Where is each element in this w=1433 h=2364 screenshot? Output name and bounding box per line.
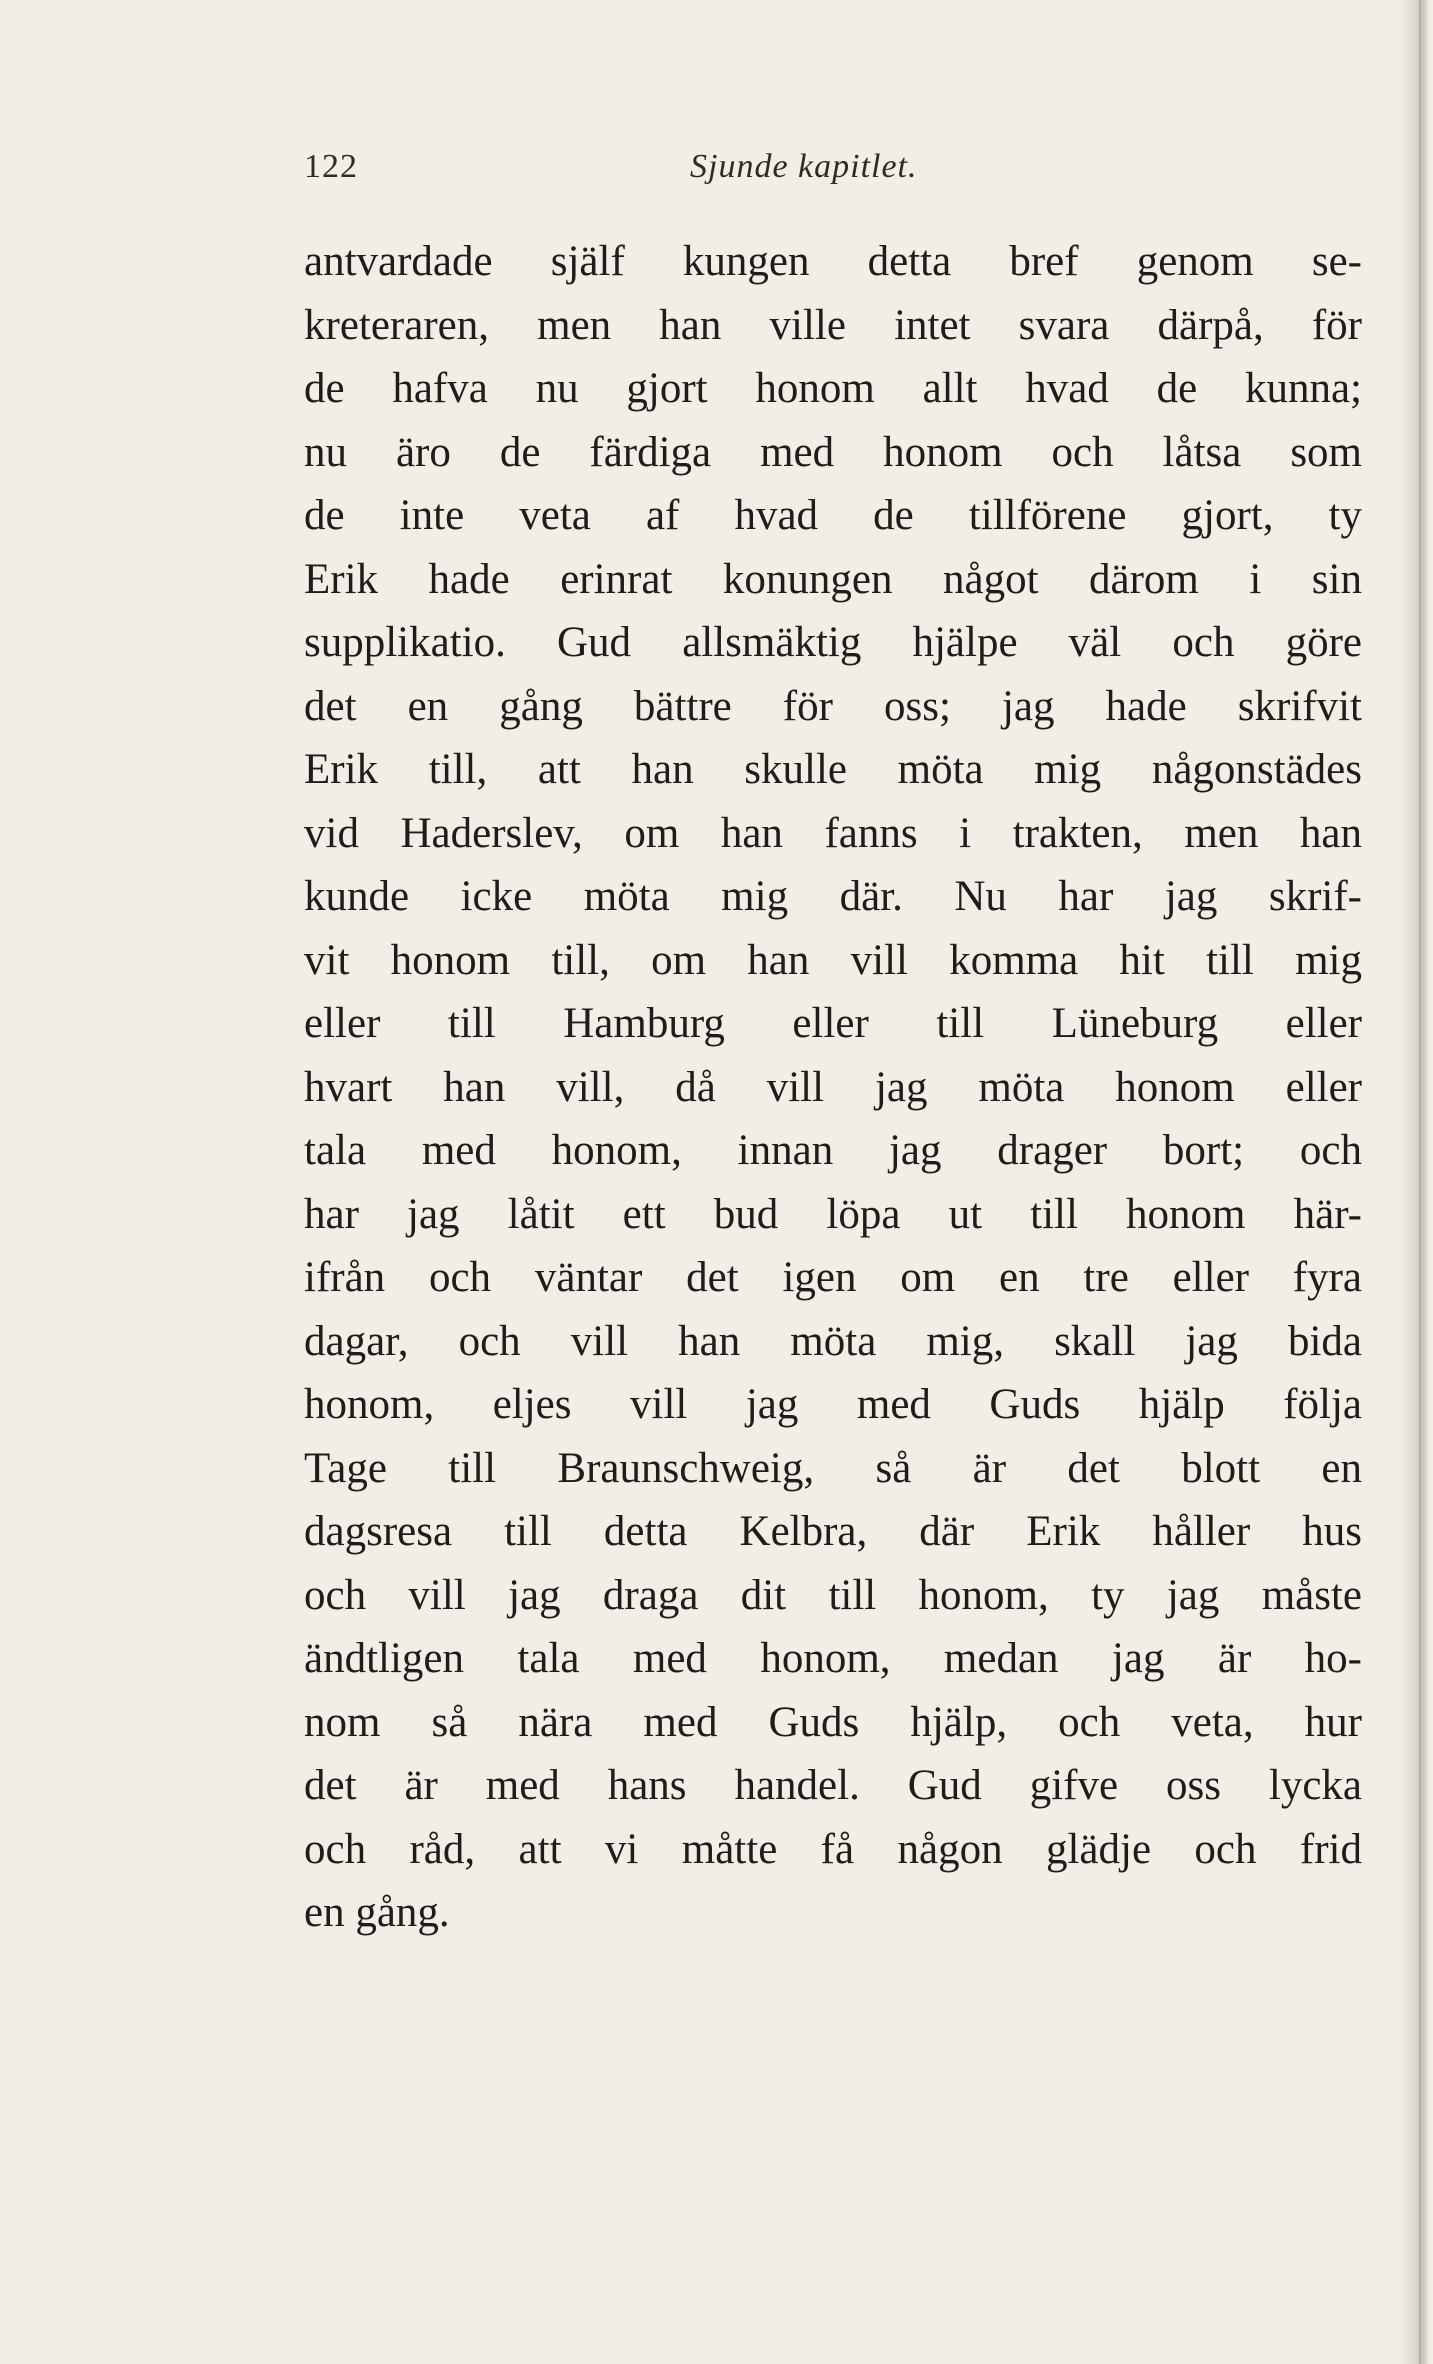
text-line: vit honom till, om han vill komma hit till mig: [304, 936, 1362, 984]
text-line: dagsresa till detta Kelbra, där Erik håller hus: [304, 1508, 1362, 1555]
page-edge-shadow: [1401, 0, 1433, 2364]
text-line: och vill jag draga dit till honom, ty jag måste: [304, 1571, 1362, 1619]
text-line: en gång.: [304, 1889, 450, 1936]
text-line: det är med hans handel. Gud gifve oss lycka: [304, 1762, 1362, 1809]
text-line: det en gång bättre för oss; jag hade skrifvit: [304, 682, 1362, 730]
text-line: vid Haderslev, om han fanns i trakten, men han: [304, 809, 1362, 857]
body-text: [304, 230, 1362, 1945]
text-line: tala med honom, innan jag drager bort; och: [304, 1127, 1362, 1174]
text-line: kreteraren, men han ville intet svara därpå, för: [304, 301, 1362, 349]
page-number: 122: [304, 148, 358, 185]
text-line: nu äro de färdiga med honom och låtsa som: [304, 428, 1362, 476]
page-edge-line: [1419, 0, 1421, 2364]
text-line: ifrån och väntar det igen om en tre eller fyra: [304, 1254, 1362, 1301]
text-line: Tage till Braunschweig, så är det blott en: [304, 1444, 1362, 1492]
running-head: [304, 148, 1364, 196]
text-line: antvardade själf kungen detta bref genom se-: [304, 238, 1362, 285]
text-line: de inte veta af hvad de tillförene gjort, ty: [304, 492, 1362, 539]
text-line: Erik hade erinrat konungen något därom i sin: [304, 555, 1362, 603]
text-line: supplikatio. Gud allsmäktig hjälpe väl och göre: [304, 619, 1362, 666]
text-line: nom så nära med Guds hjälp, och veta, hur: [304, 1698, 1362, 1746]
text-line: kunde icke möta mig där. Nu har jag skrif-: [304, 873, 1362, 920]
text-line: har jag låtit ett bud löpa ut till honom här-: [304, 1190, 1362, 1238]
text-line: honom, eljes vill jag med Guds hjälp följa: [304, 1381, 1362, 1428]
text-line: de hafva nu gjort honom allt hvad de kunna;: [304, 365, 1362, 412]
text-line: ändtligen tala med honom, medan jag är ho-: [304, 1635, 1362, 1682]
chapter-title: Sjunde kapitlet.: [690, 148, 918, 185]
text-line: eller till Hamburg eller till Lüneburg eller: [304, 1000, 1362, 1047]
text-line: dagar, och vill han möta mig, skall jag bida: [304, 1317, 1362, 1365]
text-line: och råd, att vi måtte få någon glädje och frid: [304, 1825, 1362, 1873]
text-line: hvart han vill, då vill jag möta honom eller: [304, 1063, 1362, 1111]
text-line: Erik till, att han skulle möta mig någonstädes: [304, 746, 1362, 793]
